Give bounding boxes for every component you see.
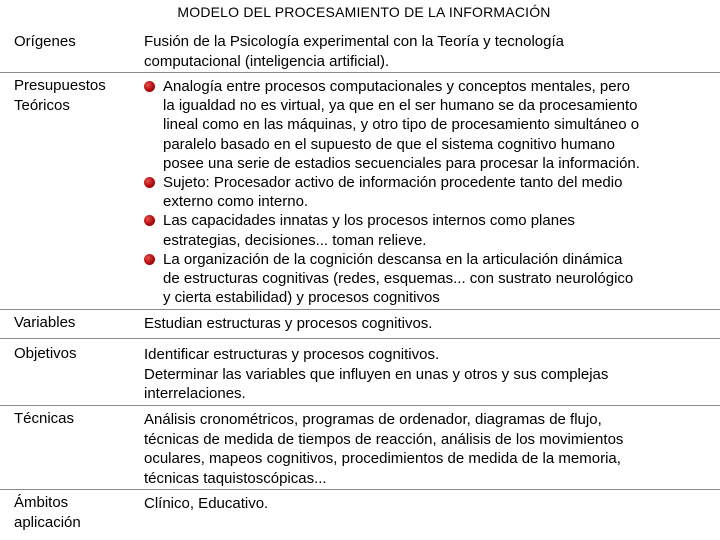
bullet-dot-icon [144,254,155,265]
text-line: paralelo basado en el supuesto de que el sistema cognitivo humano [163,135,615,153]
row-content-ambitos [144,494,718,514]
bullet-item [144,250,718,308]
text-line: posee una serie de estadios secuenciales para procesar la información. [163,154,640,172]
row-content-origenes [144,32,718,71]
row-label-origenes: Orígenes [14,33,76,50]
bullet-dot-icon [144,215,155,226]
text-line: Sujeto: Procesador activo de información procedente tanto del medio [163,174,623,192]
text-line: Análisis cronométricos, programas de ordenador, diagramas de flujo, [144,411,602,428]
text-line: Identificar estructuras y procesos cognitivos. [144,346,440,363]
bullet-item [144,173,718,211]
text-line: técnicas taquistoscópicas... [144,469,327,487]
label-line: aplicación [14,514,81,531]
text-line: técnicas de medida de tiempos de reacción, análisis de los movimientos [144,430,624,448]
text-line: interrelaciones. [144,385,246,402]
label-line: Teóricos [14,97,70,114]
bullet-dot-icon [144,177,155,188]
row-content-variables [144,314,718,334]
row-label-tecnicas: Técnicas [14,410,75,427]
row-divider [0,72,720,73]
row-label-presupuestos [14,76,106,116]
text-line: Las capacidades innatas y los procesos internos como planes [163,212,575,230]
text-line: lineal como en las máquinas, y otro tipo de procesamiento simultáneo o [163,116,640,134]
row-divider [0,338,720,339]
row-label-variables: Variables [14,314,76,331]
text-line: Determinar las variables que influyen en unas y otros y sus complejas [144,365,609,383]
row-divider [0,309,720,310]
text-line: Estudian estructuras y procesos cognitivos. [144,315,433,332]
row-label-objetivos: Objetivos [14,345,77,362]
page-title: MODELO DEL PROCESAMIENTO DE LA INFORMACIÓN [177,4,551,20]
row-label-ambitos [14,493,81,533]
text-line: Fusión de la Psicología experimental con la Teoría y tecnología [144,33,564,50]
row-divider [0,405,720,406]
text-line: oculares, mapeos cognitivos, procedimientos de medida de la memoria, [144,450,621,467]
text-line: externo como interno. [163,193,309,211]
bullet-item [144,211,718,249]
text-line: Clínico, Educativo. [144,495,269,512]
text-line: y cierta estabilidad) y procesos cognitivos [163,289,440,307]
row-divider [0,489,720,490]
text-line: de estructuras cognitivas (redes, esquemas... con sustrato neurológico [163,270,634,288]
text-line: La organización de la cognición descansa en la articulación dinámica [163,250,623,268]
row-content-tecnicas [144,410,718,488]
row-content-objetivos [144,345,718,404]
text-line: computacional (inteligencia artificial). [144,52,390,70]
bullet-dot-icon [144,81,155,92]
text-line: la igualdad no es virtual, ya que en el ser humano se da procesamiento [163,97,638,115]
text-line: Analogía entre procesos computacionales y conceptos mentales, pero [163,78,630,95]
bullet-item [144,77,718,173]
label-line: Ámbitos [14,494,69,511]
label-line: Presupuestos [14,77,106,94]
text-line: estrategias, decisiones... toman relieve. [163,231,427,249]
bullet-list [144,77,718,307]
